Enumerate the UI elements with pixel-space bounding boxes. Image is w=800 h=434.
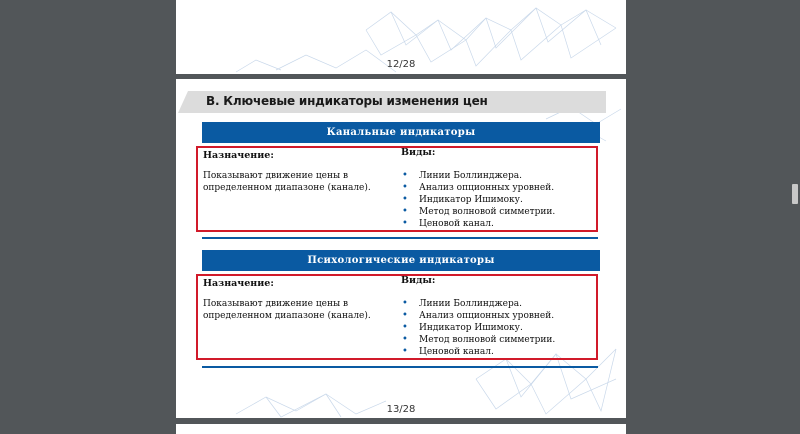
block-divider: [202, 366, 598, 368]
list-item: • Анализ опционных уровней.: [400, 182, 555, 194]
page-number: 12/28: [386, 59, 416, 70]
purpose-text: Показывают движение цены в определенном диапазоне (канале).: [203, 171, 371, 193]
pdf-page-13: [176, 79, 626, 418]
list-item: • Метод волновой симметрии.: [400, 334, 555, 346]
block-header-channel-indicators: Канальные индикаторы: [202, 122, 600, 143]
types-title: Виды:: [401, 275, 436, 286]
section-title: В. Ключевые индикаторы изменения цен: [206, 94, 488, 108]
list-item: • Анализ опционных уровней.: [400, 310, 555, 322]
purpose-title: Назначение:: [203, 278, 274, 289]
scrollbar-thumb[interactable]: [792, 184, 798, 204]
list-item: • Ценовой канал.: [400, 218, 555, 230]
pdf-page-12: [176, 0, 626, 74]
block-header-psychological-indicators: Психологические индикаторы: [202, 250, 600, 271]
page-number: 13/28: [386, 404, 416, 415]
purpose-title: Назначение:: [203, 150, 274, 161]
list-item: • Линии Боллинджера.: [400, 170, 555, 182]
list-item: • Индикатор Ишимоку.: [400, 322, 555, 334]
types-title: Виды:: [401, 147, 436, 158]
types-list: [400, 170, 555, 230]
list-item: • Метод волновой симметрии.: [400, 206, 555, 218]
vertical-scrollbar[interactable]: [790, 0, 800, 431]
pdf-page-14: [176, 424, 626, 434]
list-item: • Индикатор Ишимоку.: [400, 194, 555, 206]
types-list: [400, 298, 555, 358]
list-item: • Ценовой канал.: [400, 346, 555, 358]
purpose-text: Показывают движение цены в определенном диапазоне (канале).: [203, 299, 371, 321]
list-item: • Линии Боллинджера.: [400, 298, 555, 310]
block-divider: [202, 237, 598, 239]
